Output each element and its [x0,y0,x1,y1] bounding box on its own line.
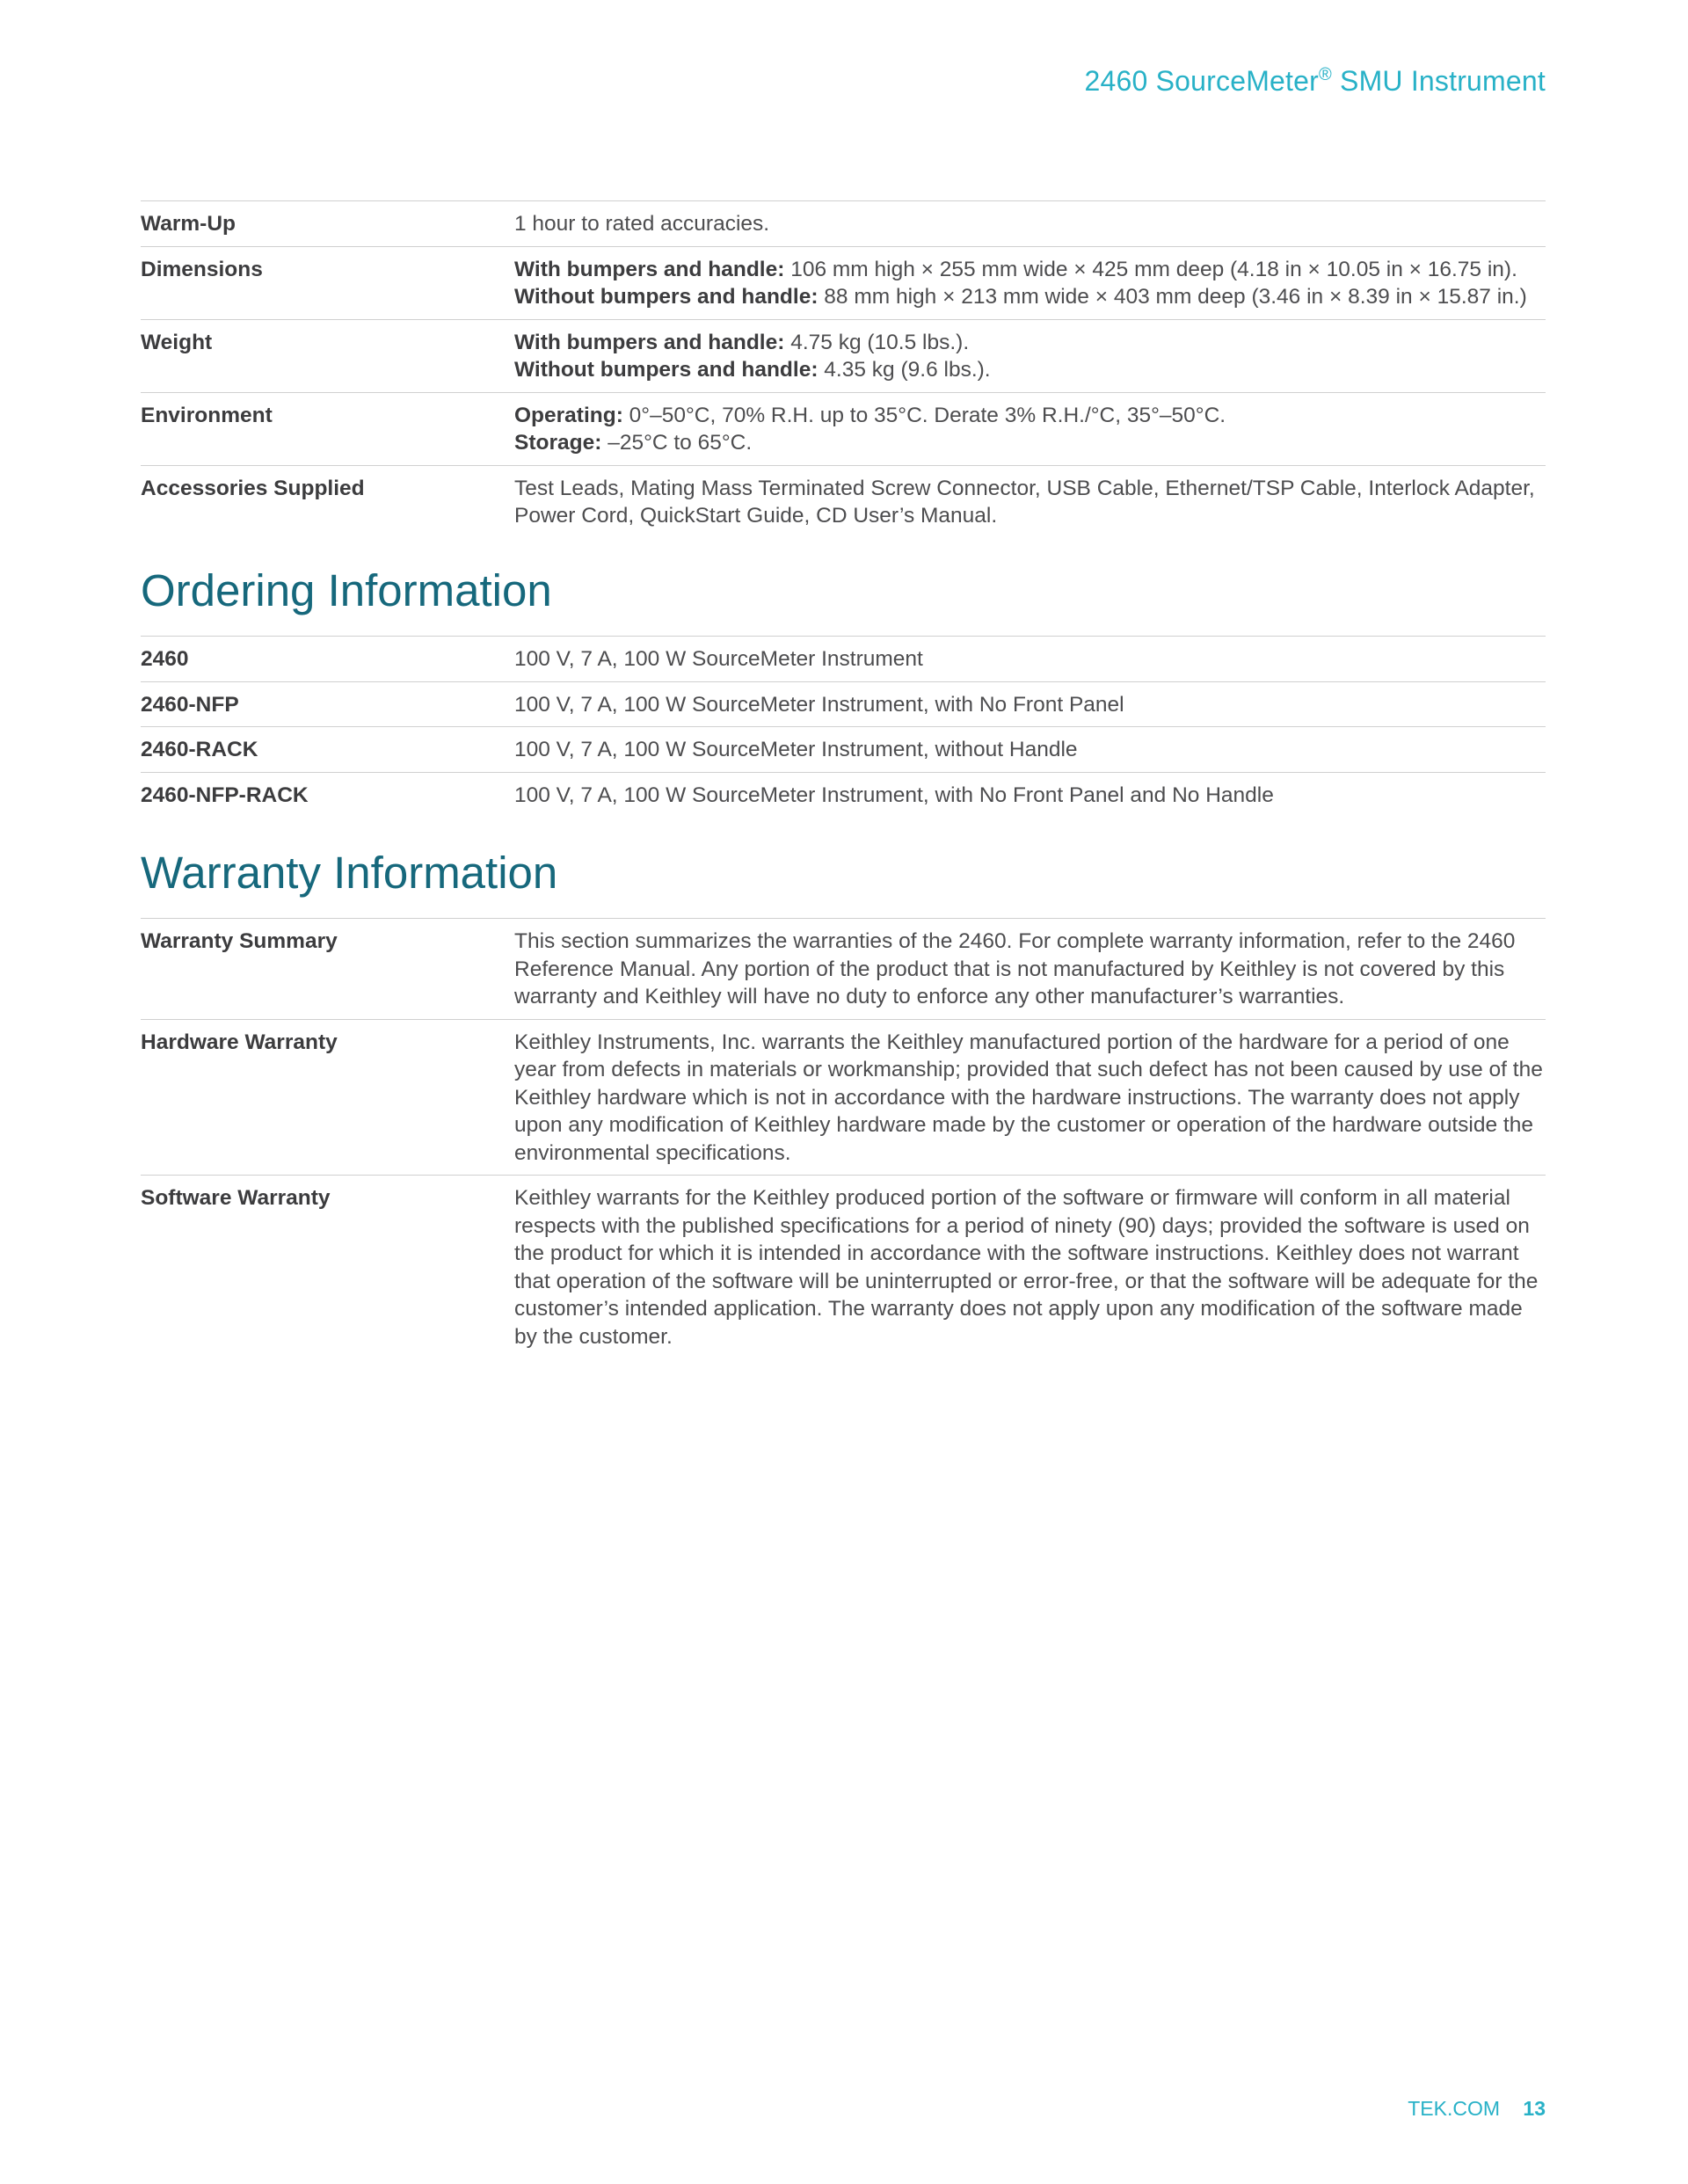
spec-row-dimensions [141,246,1546,319]
warranty-row [141,1019,1546,1176]
spec-row-environment [141,392,1546,465]
spec-value [514,329,1546,384]
model-description: 100 V, 7 A, 100 W SourceMeter Instrument, with No Front Panel and No Handle [514,783,1274,807]
warranty-text: Keithley Instruments, Inc. warrants the Keithley manufactured portion of the hardware for a period of one year from defects in materials or workmanship; provided that such defect has not been caused by use of the Keithley hardware which is not in accordance with the hardware instructions. The warranty does not apply upon any modification of Keithley hardware made by the customer or operation of the hardware outside the environmental specifications. [514,1030,1543,1165]
ordering-row [141,681,1546,727]
spec-line: With bumpers and handle: 4.75 kg (10.5 lbs.). [514,330,970,354]
page-number: 13 [1523,2097,1546,2120]
model-description: 100 V, 7 A, 100 W SourceMeter Instrument [514,647,923,671]
spec-value [514,475,1546,530]
warranty-row [141,918,1546,1019]
spec-line: Without bumpers and handle: 4.35 kg (9.6 lbs.). [514,358,991,382]
footer-site-link[interactable]: TEK.COM [1408,2097,1501,2120]
spec-label: Accessories Supplied [141,476,365,500]
warranty-label: Warranty Summary [141,929,338,953]
spec-line: Without bumpers and handle: 88 mm high × 213 mm wide × 403 mm deep (3.46 in × 8.39 in × 15.87 in.) [514,285,1527,309]
model-number: 2460-NFP [141,692,239,717]
document-header-title [1085,65,1546,98]
model-description: 100 V, 7 A, 100 W SourceMeter Instrument, without Handle [514,738,1078,761]
warranty-row [141,1175,1546,1358]
spec-line: Storage: –25°C to 65°C. [514,431,753,455]
model-number: 2460-RACK [141,738,258,761]
ordering-table [141,636,1546,817]
ordering-row [141,636,1546,681]
ordering-information-title: Ordering Information [141,565,552,615]
spec-row-warm-up [141,200,1546,246]
header-title-main: 2460 SourceMeter [1084,65,1319,97]
spec-label: Environment [141,403,273,427]
spec-value [514,256,1546,311]
warranty-text: Keithley warrants for the Keithley produced portion of the software or firmware will conform in all material respects with the published specifications for a period of ninety (90) days; provided the software is used on the product for which it is intended in accordance with the software instructions. Keithley does not warrant that operation of the software will be uninterrupted or error-free, or that the software will be adequate for the customer’s intended application. The warranty does not apply upon any modification of the software made by the customer. [514,1186,1539,1349]
spec-line: With bumpers and handle: 106 mm high × 255 mm wide × 425 mm deep (4.18 in × 10.05 in × 16.75 in). [514,257,1517,281]
spec-value [514,402,1546,457]
spec-value [514,210,1546,238]
warranty-text: This section summarizes the warranties of the 2460. For complete warranty information, refer to the 2460 Reference Manual. Any portion of the product that is not manufactured by Keithley is not covered by this warranty and Keithley will have no duty to enforce any other manufacturer’s warranties. [514,929,1516,1008]
spec-row-weight [141,319,1546,392]
warranty-table [141,918,1546,1358]
ordering-row [141,772,1546,818]
page-footer [1408,2097,1546,2121]
spec-label: Warm-Up [141,212,236,236]
spec-row-accessories [141,465,1546,538]
registered-mark: ® [1319,65,1332,84]
model-description: 100 V, 7 A, 100 W SourceMeter Instrument, with No Front Panel [514,692,1124,717]
spec-line: Test Leads, Mating Mass Terminated Screw Connector, USB Cable, Ethernet/TSP Cable, Interlock Adapter, Power Cord, QuickStart Guide, CD User’s Manual. [514,476,1535,528]
warranty-information-title: Warranty Information [141,848,558,898]
warranty-label: Software Warranty [141,1186,331,1210]
ordering-row [141,726,1546,772]
general-specs-table [141,200,1546,538]
model-number: 2460-NFP-RACK [141,783,309,807]
warranty-label: Hardware Warranty [141,1030,338,1054]
header-title-tail: SMU Instrument [1331,65,1546,97]
spec-line: Operating: 0°–50°C, 70% R.H. up to 35°C. Derate 3% R.H./°C, 35°–50°C. [514,403,1226,427]
model-number: 2460 [141,647,189,671]
spec-label: Weight [141,330,213,354]
spec-label: Dimensions [141,257,263,281]
spec-line: 1 hour to rated accuracies. [514,212,770,236]
